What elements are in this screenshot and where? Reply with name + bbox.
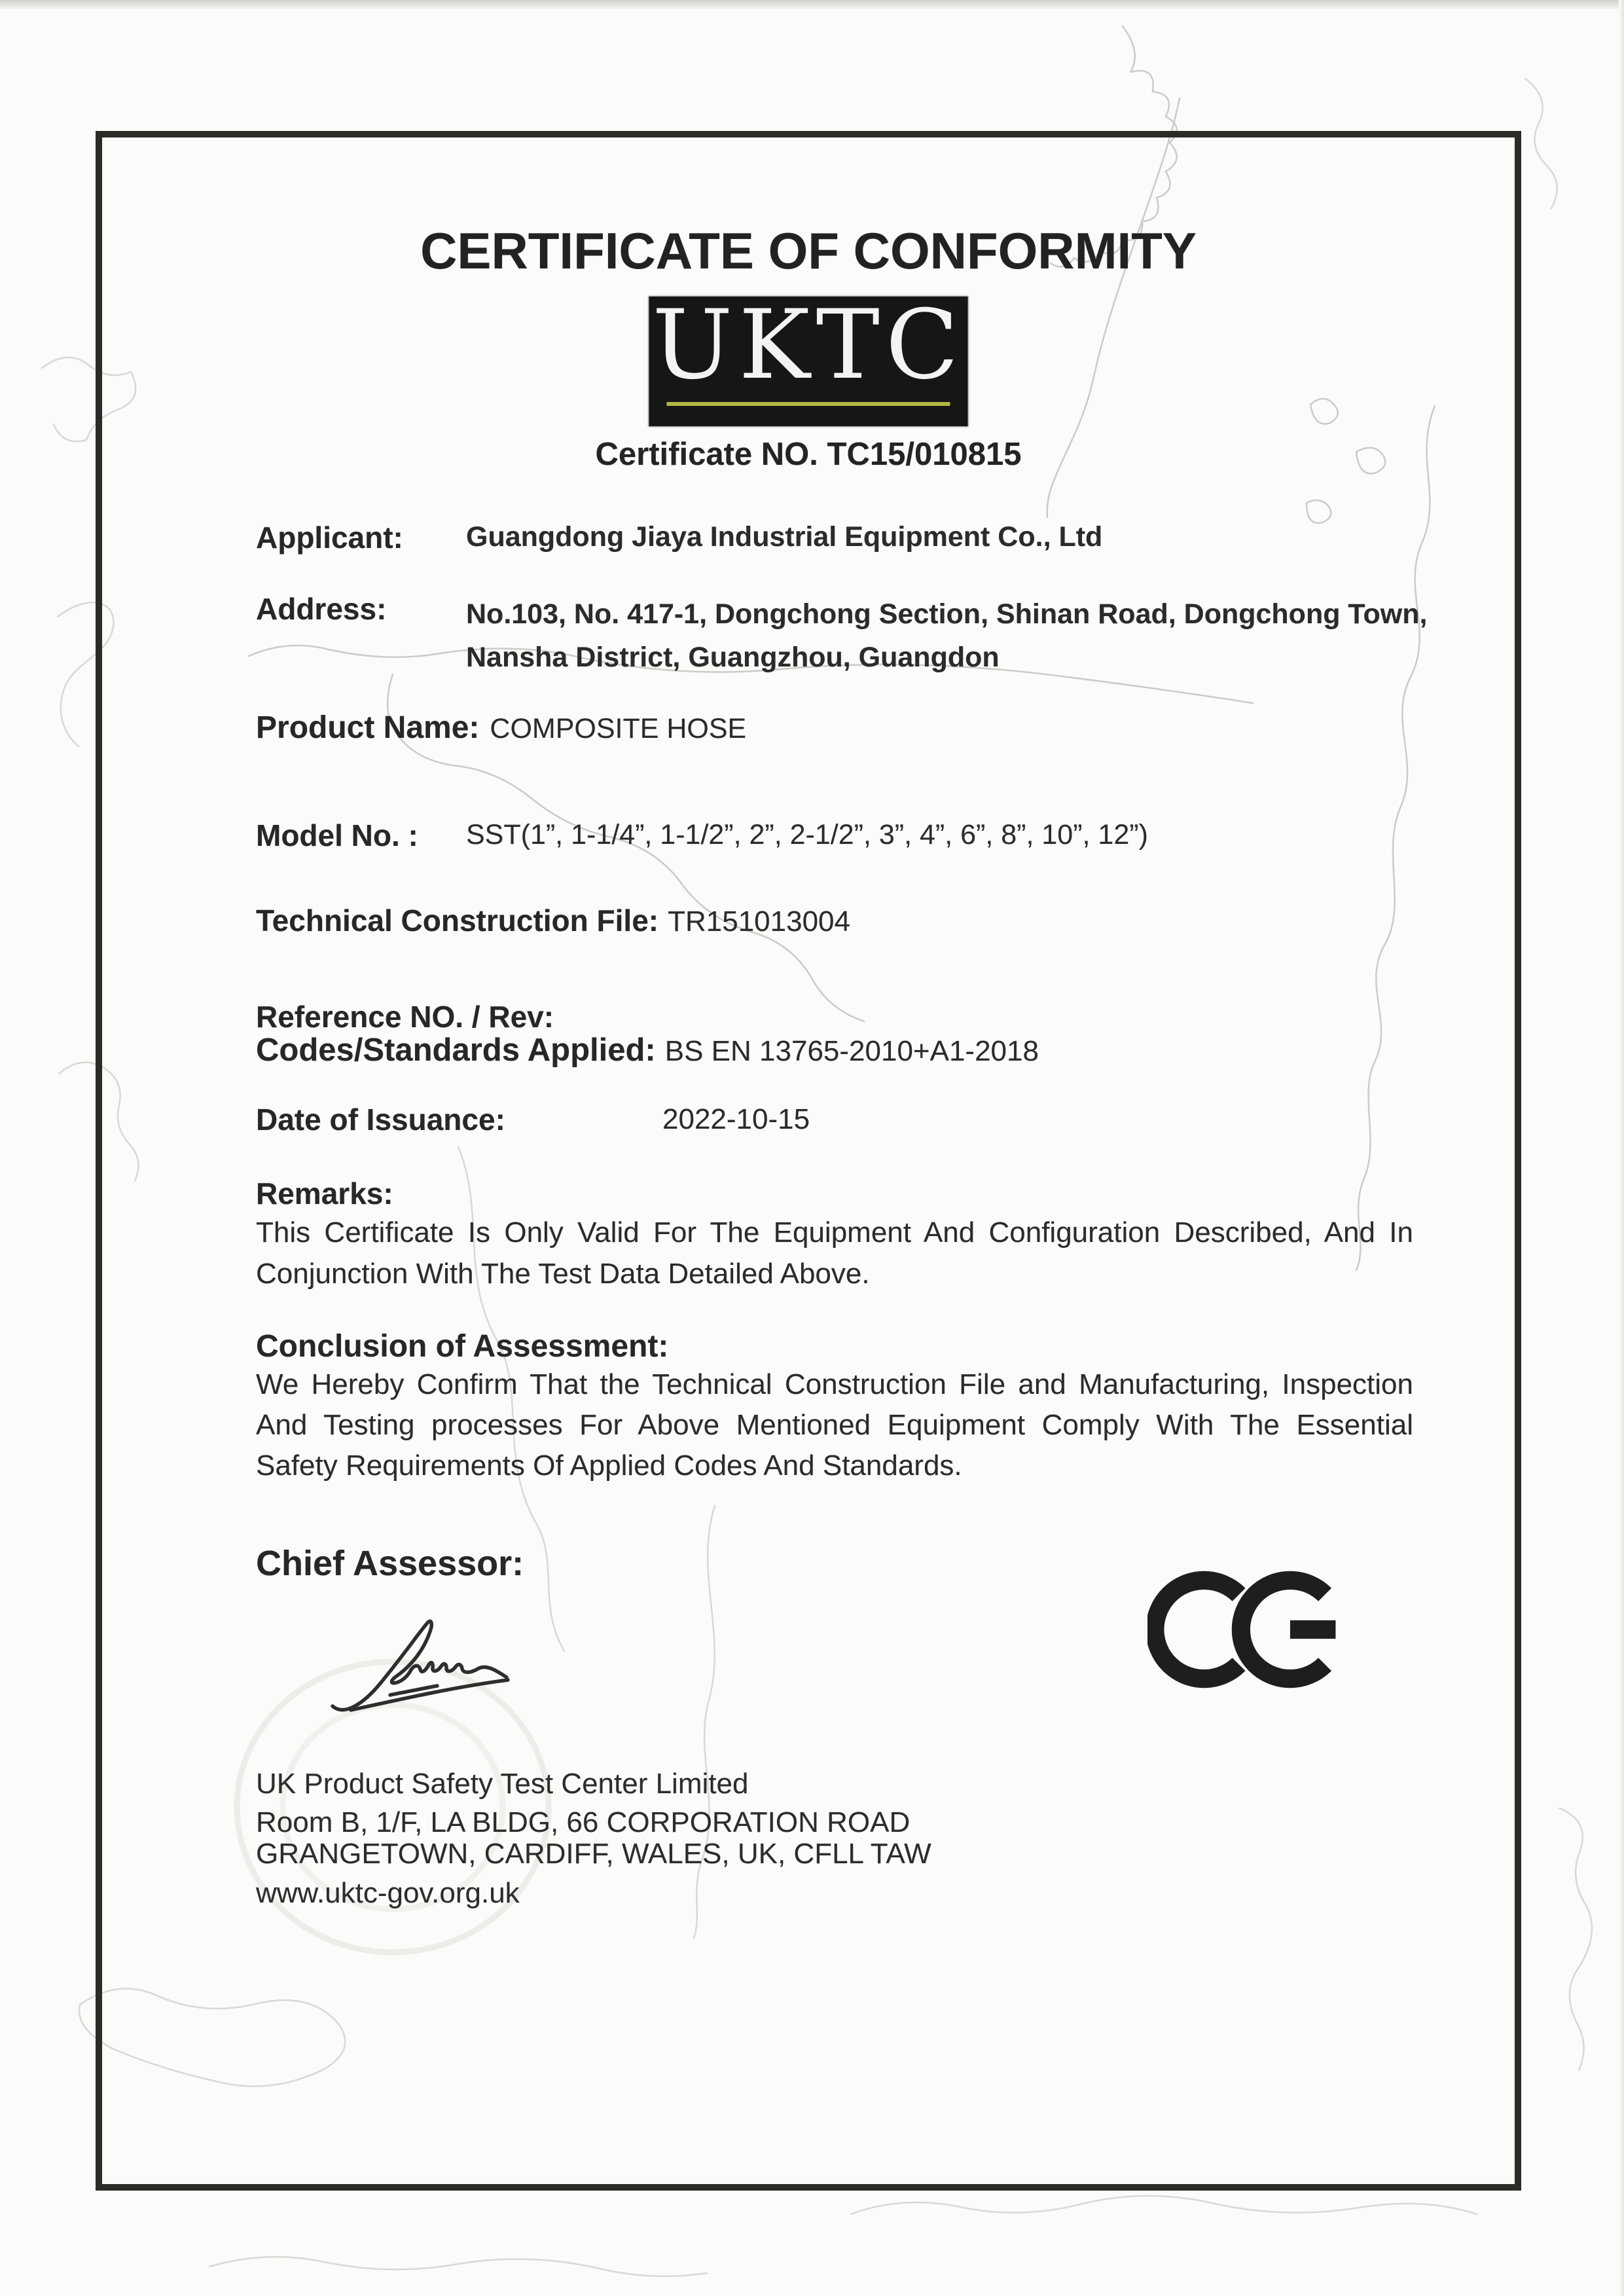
applicant-label: Applicant: (256, 520, 403, 555)
chief-assessor-heading: Chief Assessor: (256, 1544, 524, 1583)
reference-label: Reference NO. / Rev: (256, 1000, 554, 1034)
applicant-value: Guangdong Jiaya Industrial Equipment Co., Ltd (466, 521, 1103, 553)
codes-standards-value: BS EN 13765-2010+A1-2018 (664, 1035, 1039, 1067)
uktc-logo-text: UKTC (652, 289, 965, 401)
certificate-title: CERTIFICATE OF CONFORMITY (420, 222, 1197, 280)
issuer-website: www.uktc-gov.org.uk (256, 1877, 520, 1909)
issuer-company-name: UK Product Safety Test Center Limited (256, 1768, 749, 1800)
remarks-body: This Certificate Is Only Valid For The Equipment And Configuration Described, And In Conjunction With The Test Data Detailed Above. (256, 1216, 1413, 1290)
certificate-number: Certificate NO. TC15/010815 (595, 437, 1022, 472)
uktc-logo (649, 289, 968, 426)
date-of-issuance-value: 2022-10-15 (662, 1103, 810, 1135)
assessor-signature (313, 1603, 535, 1740)
technical-construction-file-value: TR151013004 (668, 905, 850, 938)
technical-construction-file-label: Technical Construction File: (256, 903, 659, 938)
codes-standards-row (256, 1032, 1039, 1068)
technical-construction-file-row (256, 903, 850, 938)
uktc-logo-underline (667, 402, 950, 406)
date-of-issuance-label: Date of Issuance: (256, 1102, 505, 1137)
scan-edge-top (0, 0, 1624, 9)
model-no-value: SST(1”, 1-1/4”, 1-1/2”, 2”, 2-1/2”, 3”, 4”, 6”, 8”, 10”, 12”) (466, 819, 1148, 850)
conclusion-heading: Conclusion of Assessment: (256, 1329, 669, 1364)
certificate-border (96, 131, 1521, 2191)
address-value: No.103, No. 417-1, Dongchong Section, Shinan Road, Dongchong Town, Nansha District, Guangzhou, Guangdon (466, 598, 1428, 673)
issuer-address-line1: Room B, 1/F, LA BLDG, 66 CORPORATION ROAD (256, 1806, 911, 1838)
ce-mark-icon (1147, 1550, 1350, 1709)
address-label: Address: (256, 592, 387, 626)
product-name-label: Product Name: (256, 710, 480, 745)
model-no-label: Model No. : (256, 818, 418, 852)
scan-edge-right (1619, 0, 1624, 2296)
product-name-row (256, 710, 746, 746)
product-name-value: COMPOSITE HOSE (490, 713, 747, 744)
issuer-address-line2: GRANGETOWN, CARDIFF, WALES, UK, CFLL TAW (256, 1838, 931, 1870)
remarks-heading: Remarks: (256, 1176, 393, 1211)
codes-standards-label: Codes/Standards Applied: (256, 1032, 656, 1068)
conclusion-body: We Hereby Confirm That the Technical Construction File and Manufacturing, Inspection And Testing processes For Above Mentioned Equipment Comply With The Essential Safety Requirements Of Applied Codes And Standards. (256, 1368, 1413, 1482)
